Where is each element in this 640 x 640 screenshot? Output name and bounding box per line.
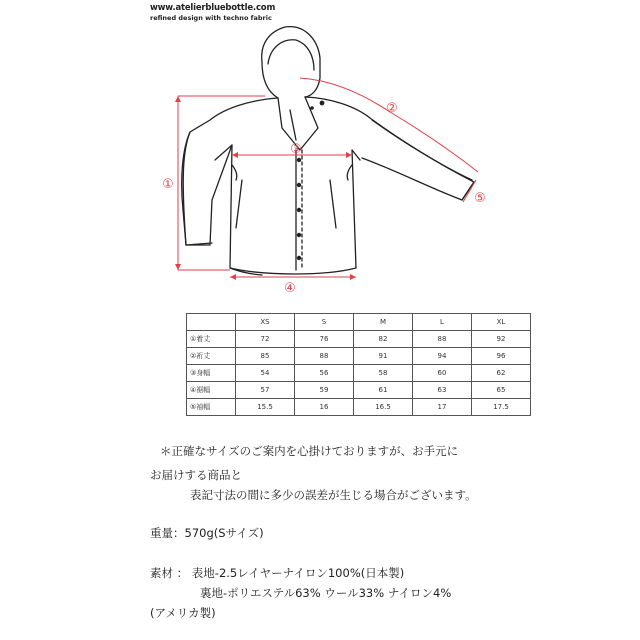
cell: 72 bbox=[236, 331, 295, 348]
cell: 88 bbox=[295, 348, 354, 365]
brand-url[interactable]: www.atelierbluebottle.com bbox=[150, 3, 276, 13]
jacket-buttons bbox=[297, 101, 325, 261]
material-line-2: 裏地-ポリエステル63% ウール33% ナイロン4% bbox=[200, 586, 452, 600]
row-label: ⑤袖幅 bbox=[187, 399, 236, 416]
cell: 17.5 bbox=[472, 399, 531, 416]
note-line-1: ＊正確なサイズのご案内を心掛けておりますが、お手元に bbox=[160, 444, 459, 458]
label-cuff: ⑤ bbox=[474, 191, 486, 206]
note-line-2: お届けする商品と bbox=[150, 468, 242, 482]
label-chest: ③ bbox=[290, 142, 302, 157]
sleeve-line bbox=[300, 78, 478, 172]
cell: 58 bbox=[354, 365, 413, 382]
cell: 65 bbox=[472, 382, 531, 399]
row-label: ①着丈 bbox=[187, 331, 236, 348]
header-blank bbox=[187, 314, 236, 331]
note-line-3: 表記寸法の間に多少の誤差が生じる場合がございます。 bbox=[190, 488, 477, 502]
header-xl: XL bbox=[472, 314, 531, 331]
measure-lines bbox=[178, 78, 478, 277]
cell: 88 bbox=[413, 331, 472, 348]
cell: 92 bbox=[472, 331, 531, 348]
cell: 61 bbox=[354, 382, 413, 399]
header-s: S bbox=[295, 314, 354, 331]
cell: 96 bbox=[472, 348, 531, 365]
cell: 85 bbox=[236, 348, 295, 365]
cell: 60 bbox=[413, 365, 472, 382]
row-label: ②裄丈 bbox=[187, 348, 236, 365]
material-line-1: 素材 ： 表地-2.5レイヤーナイロン100%(日本製) bbox=[150, 566, 405, 580]
cell: 91 bbox=[354, 348, 413, 365]
row-label: ④裾幅 bbox=[187, 382, 236, 399]
label-length: ① bbox=[162, 177, 174, 192]
cell: 17 bbox=[413, 399, 472, 416]
row-label: ③身幅 bbox=[187, 365, 236, 382]
cell: 59 bbox=[295, 382, 354, 399]
cell: 76 bbox=[295, 331, 354, 348]
header-xs: XS bbox=[236, 314, 295, 331]
label-sleeve: ② bbox=[386, 101, 398, 116]
cell: 57 bbox=[236, 382, 295, 399]
jacket-outline bbox=[182, 27, 474, 275]
cell: 15.5 bbox=[236, 399, 295, 416]
header-l: L bbox=[413, 314, 472, 331]
size-table bbox=[186, 313, 531, 416]
header-m: M bbox=[354, 314, 413, 331]
material-line-3: (アメリカ製) bbox=[150, 606, 216, 620]
cell: 56 bbox=[295, 365, 354, 382]
table-row bbox=[187, 348, 531, 365]
measure-arrows bbox=[175, 96, 356, 280]
table-row bbox=[187, 365, 531, 382]
cell: 94 bbox=[413, 348, 472, 365]
cell: 82 bbox=[354, 331, 413, 348]
cell: 16 bbox=[295, 399, 354, 416]
table-row bbox=[187, 399, 531, 416]
cell: 62 bbox=[472, 365, 531, 382]
cell: 63 bbox=[413, 382, 472, 399]
brand-tagline: refined design with techno fabric bbox=[150, 13, 272, 22]
weight-text: 重量：570g(Sサイズ) bbox=[150, 526, 264, 540]
cell: 54 bbox=[236, 365, 295, 382]
size-table-header bbox=[187, 314, 531, 331]
jacket-diagram bbox=[0, 0, 640, 300]
table-row bbox=[187, 331, 531, 348]
label-hem: ④ bbox=[284, 281, 296, 296]
table-row bbox=[187, 382, 531, 399]
cell: 16.5 bbox=[354, 399, 413, 416]
